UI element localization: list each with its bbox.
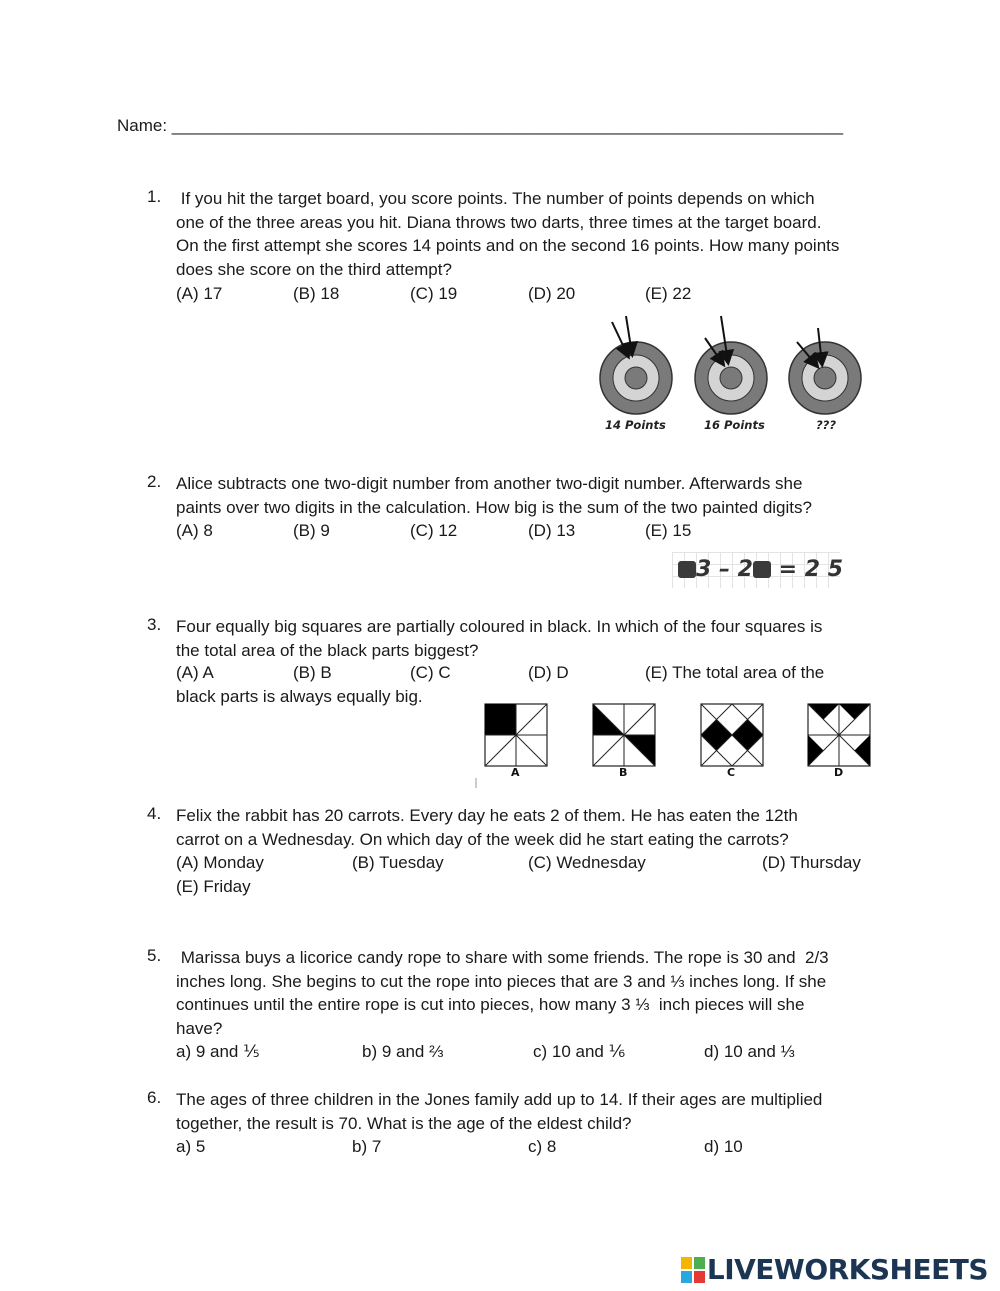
option-b[interactable]: b) 9 and ⅔ bbox=[362, 1042, 444, 1061]
square-c bbox=[701, 704, 763, 766]
equation-digit: 2 bbox=[737, 557, 753, 582]
option-c[interactable]: (C) C bbox=[410, 663, 451, 682]
option-b[interactable]: b) 7 bbox=[352, 1137, 382, 1156]
logo-text: LIVEWORKSHEETS bbox=[706, 1253, 988, 1286]
question-2-text bbox=[176, 472, 812, 519]
option-a[interactable]: (A) 17 bbox=[176, 284, 223, 303]
name-field[interactable] bbox=[117, 116, 843, 136]
option-d[interactable]: (D) D bbox=[528, 663, 569, 682]
equation-digit: 3 bbox=[696, 557, 712, 582]
question-1-number: 1. bbox=[147, 187, 162, 206]
question-4-text bbox=[176, 804, 798, 851]
question-1-line: If you hit the target board, you score points. The number of points depends on which bbox=[176, 189, 815, 208]
square-label-b: B bbox=[619, 766, 628, 779]
logo-blocks-icon bbox=[681, 1257, 705, 1283]
option-c[interactable]: (C) 19 bbox=[410, 284, 458, 303]
question-2-line: paints over two digits in the calculation. How big is the sum of the two painted digits? bbox=[176, 497, 812, 517]
option-c[interactable]: (C) Wednesday bbox=[528, 853, 646, 872]
square-label-a: A bbox=[511, 766, 520, 779]
option-a[interactable]: (A) Monday bbox=[176, 853, 264, 872]
option-a[interactable]: (A) A bbox=[176, 663, 214, 682]
question-2-line: Alice subtracts one two-digit number from another two-digit number. Afterwards she bbox=[176, 474, 803, 493]
option-a[interactable]: a) 5 bbox=[176, 1137, 206, 1156]
equation-result: 2 5 bbox=[804, 557, 844, 582]
option-b[interactable]: (B) 9 bbox=[293, 521, 330, 540]
target-label-3: ??? bbox=[816, 418, 837, 432]
paint-blot-icon bbox=[678, 561, 696, 578]
option-b[interactable]: (B) 18 bbox=[293, 284, 340, 303]
name-label: Name: bbox=[117, 116, 172, 135]
option-e[interactable]: (E) The total area of the bbox=[645, 663, 825, 682]
target-label-2: 16 Points bbox=[704, 418, 765, 432]
square-a bbox=[485, 704, 547, 766]
option-d[interactable]: (D) 20 bbox=[528, 284, 576, 303]
liveworksheets-logo bbox=[681, 1253, 988, 1286]
option-d[interactable]: (D) 13 bbox=[528, 521, 576, 540]
option-e[interactable]: (E) 15 bbox=[645, 521, 692, 540]
equation-equals: = bbox=[778, 557, 798, 582]
question-5-number: 5. bbox=[147, 946, 162, 965]
option-c[interactable]: c) 8 bbox=[528, 1137, 557, 1156]
paint-blot-icon bbox=[753, 561, 771, 578]
question-4-line: carrot on a Wednesday. On which day of the week did he start eating the carrots? bbox=[176, 829, 789, 849]
name-blank-line[interactable]: _______________________________________________________________________ bbox=[171, 116, 844, 135]
square-label-c: C bbox=[727, 766, 736, 779]
option-c[interactable]: (C) 12 bbox=[410, 521, 458, 540]
option-b[interactable]: (B) B bbox=[293, 663, 332, 682]
question-3-line: the total area of the black parts biggest? bbox=[176, 640, 479, 660]
question-2-number: 2. bbox=[147, 472, 162, 491]
question-6-line: together, the result is 70. What is the age of the eldest child? bbox=[176, 1113, 632, 1133]
target-label-1: 14 Points bbox=[605, 418, 666, 432]
question-5-line: inches long. She begins to cut the rope into pieces that are 3 and ⅓ inches long. If she bbox=[176, 971, 827, 991]
square-label-d: D bbox=[834, 766, 844, 779]
option-e[interactable]: (E) Friday bbox=[176, 876, 251, 896]
equation-minus: – bbox=[718, 557, 730, 582]
square-d bbox=[808, 704, 870, 766]
option-c[interactable]: c) 10 and ⅙ bbox=[533, 1042, 626, 1061]
question-6-number: 6. bbox=[147, 1088, 162, 1107]
question-6-line: The ages of three children in the Jones family add up to 14. If their ages are multiplied bbox=[176, 1090, 823, 1109]
question-6-text bbox=[176, 1088, 822, 1135]
question-4-line: Felix the rabbit has 20 carrots. Every day he eats 2 of them. He has eaten the 12th bbox=[176, 806, 798, 825]
option-e[interactable]: (E) 22 bbox=[645, 284, 692, 303]
option-b[interactable]: (B) Tuesday bbox=[352, 853, 444, 872]
painted-equation bbox=[672, 552, 844, 588]
option-e-continuation: black parts is always equally big. bbox=[176, 687, 423, 706]
question-5-text bbox=[176, 946, 829, 1040]
question-5-line: have? bbox=[176, 1018, 223, 1038]
question-1-line: does she score on the third attempt? bbox=[176, 259, 452, 279]
target-board-1 bbox=[600, 316, 672, 414]
question-5-line: Marissa buys a licorice candy rope to share with some friends. The rope is 30 and 2/3 bbox=[176, 948, 829, 967]
square-b bbox=[593, 704, 655, 766]
option-a[interactable]: a) 9 and ⅕ bbox=[176, 1042, 260, 1061]
question-1-line: On the first attempt she scores 14 points and on the second 16 points. How many points bbox=[176, 236, 840, 256]
question-1-line: one of the three areas you hit. Diana throws two darts, three times at the target board. bbox=[176, 212, 822, 232]
option-d[interactable]: d) 10 bbox=[704, 1137, 743, 1156]
option-a[interactable]: (A) 8 bbox=[176, 521, 213, 540]
question-3-text bbox=[176, 615, 822, 662]
question-3-line: Four equally big squares are partially coloured in black. In which of the four squares is bbox=[176, 617, 823, 636]
question-4-number: 4. bbox=[147, 804, 162, 823]
squares-figure bbox=[474, 700, 874, 790]
question-3-number: 3. bbox=[147, 615, 162, 634]
question-1-text bbox=[176, 187, 839, 281]
target-board-2 bbox=[695, 316, 767, 414]
question-5-line: continues until the entire rope is cut into pieces, how many 3 ⅓ inch pieces will she bbox=[176, 995, 805, 1015]
target-board-3 bbox=[789, 328, 861, 414]
option-d[interactable]: d) 10 and ⅓ bbox=[704, 1042, 795, 1061]
option-d[interactable]: (D) Thursday bbox=[762, 853, 861, 872]
